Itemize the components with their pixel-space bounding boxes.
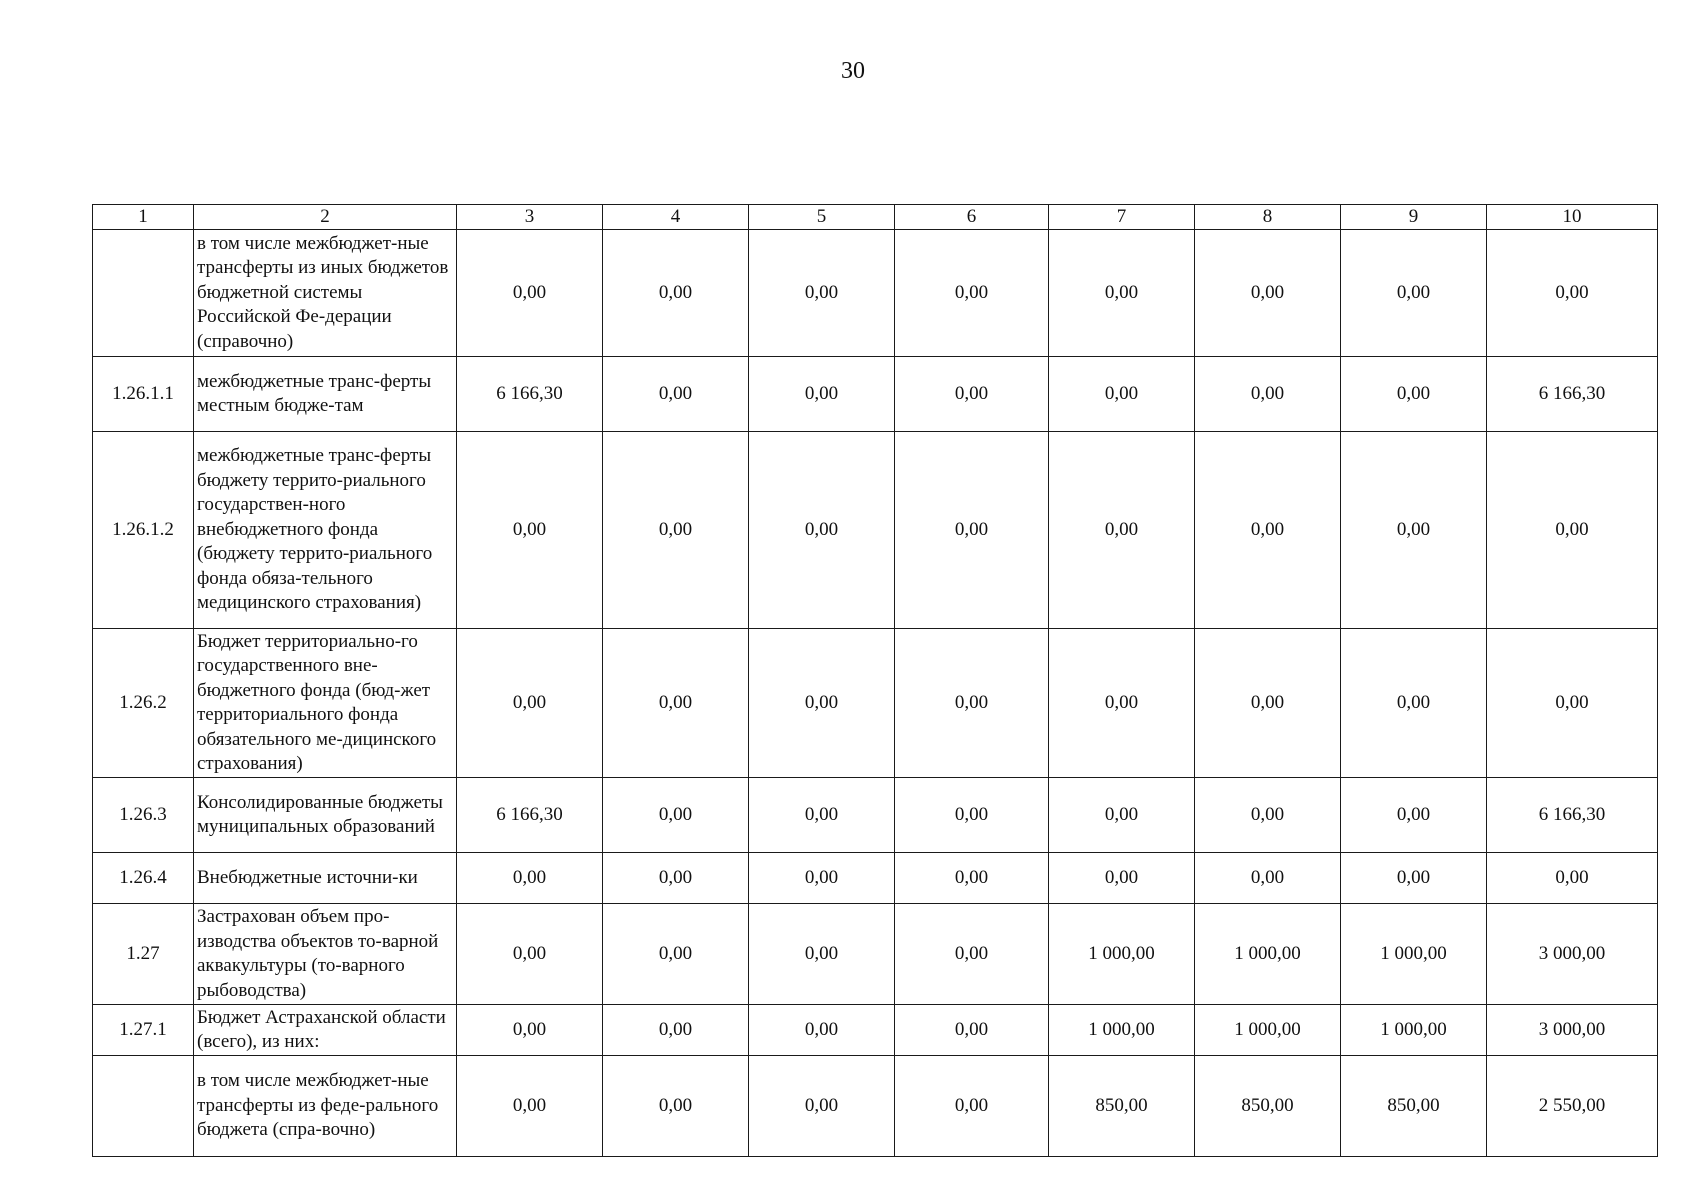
row-name: Бюджет Астраханской области (всего), из них:	[194, 1005, 457, 1056]
column-header: 2	[194, 205, 457, 230]
column-header: 8	[1195, 205, 1341, 230]
value-cell: 0,00	[1487, 853, 1658, 904]
row-code: 1.27.1	[93, 1005, 194, 1056]
value-cell: 1 000,00	[1195, 1005, 1341, 1056]
row-code: 1.27	[93, 904, 194, 1005]
value-cell: 0,00	[749, 629, 895, 778]
value-cell: 0,00	[1195, 432, 1341, 629]
value-cell: 0,00	[603, 1056, 749, 1157]
value-cell: 3 000,00	[1487, 1005, 1658, 1056]
value-cell: 0,00	[1049, 778, 1195, 853]
value-cell: 0,00	[749, 357, 895, 432]
value-cell: 0,00	[1487, 432, 1658, 629]
column-header: 4	[603, 205, 749, 230]
table-row	[93, 778, 1658, 853]
table-row	[93, 853, 1658, 904]
value-cell: 0,00	[1049, 432, 1195, 629]
table-row	[93, 230, 1658, 357]
value-cell: 0,00	[603, 853, 749, 904]
value-cell: 0,00	[457, 629, 603, 778]
value-cell: 0,00	[749, 904, 895, 1005]
value-cell: 0,00	[457, 904, 603, 1005]
value-cell: 0,00	[895, 230, 1049, 357]
budget-table	[92, 204, 1658, 1157]
row-name: межбюджетные транс-ферты местным бюдже-там	[194, 357, 457, 432]
row-name: Застрахован объем про-изводства объектов то-варной аквакультуры (то-варного рыбоводства)	[194, 904, 457, 1005]
table-row	[93, 432, 1658, 629]
value-cell: 1 000,00	[1195, 904, 1341, 1005]
value-cell: 0,00	[749, 1056, 895, 1157]
value-cell: 0,00	[895, 1056, 1049, 1157]
value-cell: 0,00	[1195, 357, 1341, 432]
column-header: 9	[1341, 205, 1487, 230]
table-row	[93, 357, 1658, 432]
column-header: 7	[1049, 205, 1195, 230]
value-cell: 0,00	[1049, 629, 1195, 778]
value-cell: 0,00	[1049, 230, 1195, 357]
column-header: 1	[93, 205, 194, 230]
column-header: 5	[749, 205, 895, 230]
row-code: 1.26.1.1	[93, 357, 194, 432]
table-row	[93, 904, 1658, 1005]
value-cell: 0,00	[1195, 230, 1341, 357]
row-name: в том числе межбюджет-ные трансферты из феде-рального бюджета (спра-вочно)	[194, 1056, 457, 1157]
value-cell: 0,00	[1195, 629, 1341, 778]
value-cell: 0,00	[895, 904, 1049, 1005]
table-row	[93, 629, 1658, 778]
value-cell: 0,00	[457, 853, 603, 904]
value-cell: 6 166,30	[457, 357, 603, 432]
value-cell: 0,00	[603, 778, 749, 853]
row-name: Внебюджетные источни-ки	[194, 853, 457, 904]
value-cell: 0,00	[1341, 629, 1487, 778]
value-cell: 6 166,30	[457, 778, 603, 853]
value-cell: 850,00	[1195, 1056, 1341, 1157]
row-name: Консолидированные бюджеты муниципальных образований	[194, 778, 457, 853]
value-cell: 0,00	[603, 230, 749, 357]
value-cell: 0,00	[457, 1056, 603, 1157]
row-code: 1.26.1.2	[93, 432, 194, 629]
value-cell: 0,00	[749, 230, 895, 357]
value-cell: 0,00	[1341, 230, 1487, 357]
value-cell: 0,00	[1487, 629, 1658, 778]
value-cell: 0,00	[603, 904, 749, 1005]
value-cell: 0,00	[895, 357, 1049, 432]
value-cell: 0,00	[895, 629, 1049, 778]
table-body	[93, 230, 1658, 1157]
value-cell: 850,00	[1341, 1056, 1487, 1157]
value-cell: 0,00	[457, 1005, 603, 1056]
value-cell: 0,00	[1341, 778, 1487, 853]
row-name: Бюджет территориально-го государственного вне-бюджетного фонда (бюд-жет территориального фонда обязательного ме-дицинского страхования)	[194, 629, 457, 778]
page-number: 30	[841, 58, 865, 84]
value-cell: 850,00	[1049, 1056, 1195, 1157]
value-cell: 0,00	[603, 1005, 749, 1056]
value-cell: 0,00	[603, 629, 749, 778]
value-cell: 0,00	[1049, 357, 1195, 432]
column-header: 6	[895, 205, 1049, 230]
value-cell: 0,00	[457, 230, 603, 357]
value-cell: 3 000,00	[1487, 904, 1658, 1005]
value-cell: 0,00	[749, 1005, 895, 1056]
row-name: в том числе межбюджет-ные трансферты из иных бюджетов бюджетной системы Российской Фе-дерации (справочно)	[194, 230, 457, 357]
value-cell: 0,00	[895, 778, 1049, 853]
value-cell: 0,00	[749, 432, 895, 629]
value-cell: 0,00	[749, 853, 895, 904]
value-cell: 0,00	[895, 1005, 1049, 1056]
value-cell: 0,00	[603, 432, 749, 629]
value-cell: 0,00	[895, 853, 1049, 904]
value-cell: 1 000,00	[1049, 1005, 1195, 1056]
value-cell: 0,00	[457, 432, 603, 629]
value-cell: 0,00	[749, 778, 895, 853]
value-cell: 0,00	[1049, 853, 1195, 904]
value-cell: 6 166,30	[1487, 357, 1658, 432]
value-cell: 2 550,00	[1487, 1056, 1658, 1157]
value-cell: 0,00	[1341, 357, 1487, 432]
row-name: межбюджетные транс-ферты бюджету террито-риального государствен-ного внебюджетного фонда (бюджету террито-риального фонда обяза-тельного медицинского страхования)	[194, 432, 457, 629]
value-cell: 1 000,00	[1341, 904, 1487, 1005]
column-header: 3	[457, 205, 603, 230]
value-cell: 0,00	[603, 357, 749, 432]
row-code	[93, 230, 194, 357]
value-cell: 0,00	[1341, 853, 1487, 904]
value-cell: 1 000,00	[1341, 1005, 1487, 1056]
column-header: 10	[1487, 205, 1658, 230]
row-code	[93, 1056, 194, 1157]
row-code: 1.26.2	[93, 629, 194, 778]
value-cell: 0,00	[895, 432, 1049, 629]
value-cell: 0,00	[1195, 778, 1341, 853]
table-row	[93, 1056, 1658, 1157]
value-cell: 0,00	[1195, 853, 1341, 904]
value-cell: 0,00	[1341, 432, 1487, 629]
row-code: 1.26.4	[93, 853, 194, 904]
table-row	[93, 1005, 1658, 1056]
value-cell: 6 166,30	[1487, 778, 1658, 853]
value-cell: 0,00	[1487, 230, 1658, 357]
value-cell: 1 000,00	[1049, 904, 1195, 1005]
row-code: 1.26.3	[93, 778, 194, 853]
column-number-row	[93, 205, 1658, 230]
